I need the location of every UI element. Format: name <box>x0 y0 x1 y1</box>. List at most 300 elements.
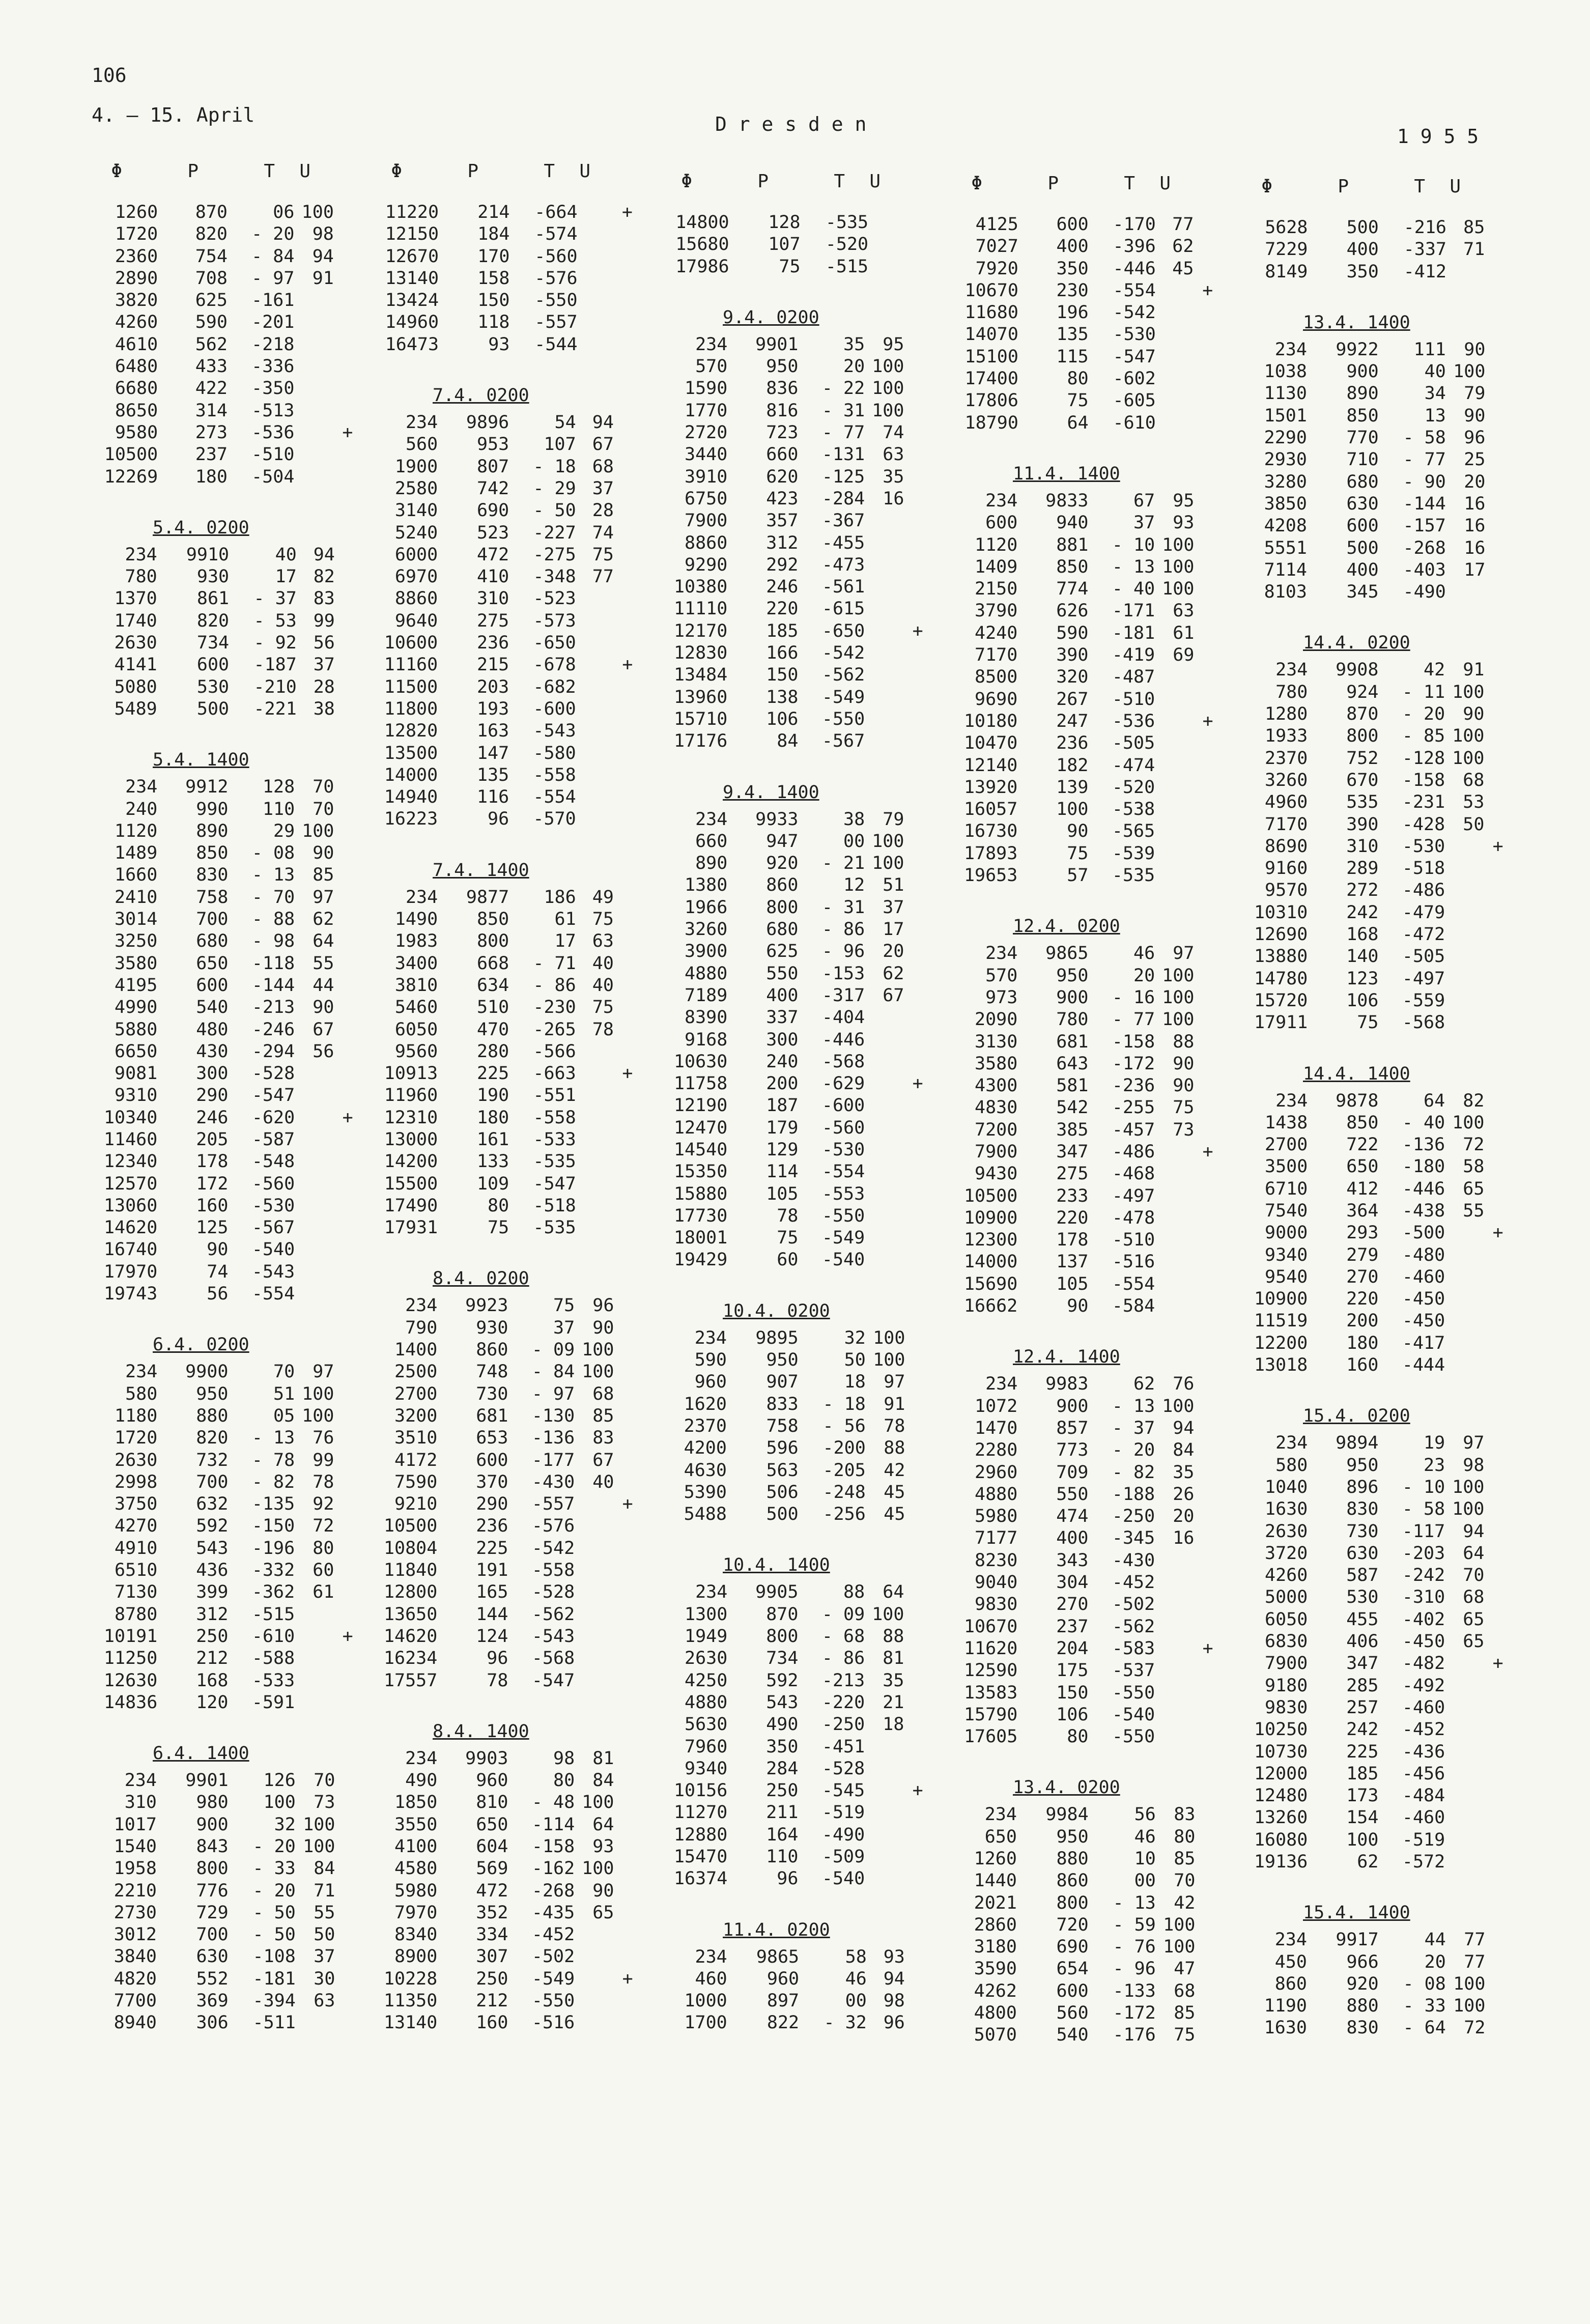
temperature-cell: -510 <box>251 444 295 465</box>
humidity-cell: 64 <box>1463 1543 1485 1564</box>
temperature-cell: -562 <box>1112 1616 1155 1637</box>
table-row <box>646 730 931 752</box>
pressure-cell: 569 <box>476 1858 508 1879</box>
pressure-cell: 80 <box>488 1195 509 1216</box>
humidity-cell: 97 <box>1173 943 1195 964</box>
humidity-cell <box>1155 820 1194 842</box>
marker-cell <box>613 223 641 245</box>
temperature-cell: - 90 <box>1403 471 1446 492</box>
marker-cell <box>1194 556 1222 578</box>
table-row <box>1227 405 1512 427</box>
geopotential-cell: 4830 <box>975 1097 1018 1118</box>
table-row <box>356 246 641 268</box>
pressure-cell: 139 <box>1056 777 1089 798</box>
geopotential-cell: 3200 <box>394 1405 438 1426</box>
temperature-cell: -457 <box>1112 1119 1155 1140</box>
marker-cell <box>1195 1870 1222 1892</box>
geopotential-cell: 10670 <box>963 1616 1018 1637</box>
station-name: D r e s d e n <box>715 113 867 135</box>
temperature-cell: -568 <box>1402 1012 1445 1033</box>
temperature-cell: -535 <box>825 212 869 233</box>
sounding-title: 6.4. 0200 <box>153 1335 249 1355</box>
sounding-block <box>936 910 1222 1317</box>
humidity-cell: 100 <box>1162 987 1195 1008</box>
marker-cell <box>904 1692 931 1714</box>
humidity-cell <box>865 664 904 686</box>
humidity-cell <box>865 1846 904 1868</box>
geopotential-cell: 17970 <box>103 1261 158 1282</box>
marker-cell <box>1484 1455 1512 1477</box>
humidity-cell <box>578 290 613 311</box>
temperature-cell: -144 <box>251 975 295 996</box>
geopotential-cell: 19136 <box>1254 1852 1308 1872</box>
marker-cell <box>1485 515 1512 537</box>
table-row <box>356 1339 641 1361</box>
table-row <box>936 1229 1222 1251</box>
table-row <box>356 1814 641 1836</box>
geopotential-cell: 8390 <box>685 1007 728 1028</box>
table-row <box>936 777 1222 799</box>
pressure-cell: 773 <box>1056 1440 1089 1461</box>
sounding-block <box>646 1295 931 1526</box>
table-row <box>76 1063 361 1085</box>
temperature-cell: - 84 <box>531 1362 575 1382</box>
geopotential-cell: 1489 <box>115 843 158 864</box>
marker-cell <box>1194 799 1222 820</box>
pressure-cell: 109 <box>476 1173 509 1194</box>
marker-cell <box>1195 1980 1222 2002</box>
table-row <box>356 1405 641 1427</box>
marker-cell <box>1484 880 1512 901</box>
pressure-cell: 166 <box>766 643 799 664</box>
table-row <box>356 1173 641 1195</box>
column-header-label: Φ <box>111 161 122 182</box>
humidity-cell: 37 <box>883 897 904 918</box>
temperature-cell: -118 <box>251 953 295 974</box>
humidity-cell: 94 <box>592 412 614 433</box>
geopotential-cell: 2370 <box>1265 748 1308 769</box>
pressure-cell: 164 <box>766 1824 799 1845</box>
humidity-cell <box>1446 261 1485 283</box>
temperature-cell: -284 <box>821 488 865 509</box>
humidity-cell: 81 <box>883 1648 904 1669</box>
humidity-cell: 85 <box>313 865 334 886</box>
table-row <box>936 1892 1222 1914</box>
table-row <box>356 522 641 544</box>
pressure-cell: 560 <box>1056 2003 1089 2024</box>
temperature-cell: - 18 <box>822 1394 866 1414</box>
marker-cell <box>905 1415 931 1437</box>
marker-cell <box>614 909 641 930</box>
geopotential-cell: 16057 <box>963 799 1018 820</box>
geopotential-cell: 14780 <box>1254 968 1308 989</box>
column-header-label: Φ <box>681 171 692 192</box>
table-row <box>76 202 361 223</box>
marker-cell <box>904 1670 931 1692</box>
pressure-cell: 632 <box>196 1494 229 1515</box>
pressure-cell: 180 <box>195 466 228 487</box>
temperature-cell: -446 <box>1402 1178 1445 1199</box>
humidity-cell: 99 <box>313 610 335 631</box>
humidity-cell <box>294 356 333 378</box>
sounding-block <box>936 1771 1222 2046</box>
humidity-cell <box>576 786 614 808</box>
geopotential-cell: 4800 <box>974 2003 1017 2024</box>
table-row <box>936 258 1222 280</box>
marker-cell <box>1484 1244 1512 1266</box>
pressure-cell: 165 <box>476 1582 508 1603</box>
pressure-cell: 400 <box>766 985 799 1006</box>
marker-cell: + <box>342 422 353 443</box>
humidity-cell: 90 <box>313 843 334 864</box>
geopotential-cell: 11620 <box>963 1638 1018 1659</box>
marker-cell <box>904 1802 931 1824</box>
table-row <box>356 1107 641 1129</box>
geopotential-cell: 13060 <box>103 1195 158 1216</box>
humidity-cell <box>1445 968 1484 990</box>
table-row <box>646 1051 931 1073</box>
table-row <box>356 1151 641 1173</box>
marker-cell <box>1485 427 1512 449</box>
table-row <box>76 566 361 588</box>
humidity-cell: 94 <box>1463 1521 1485 1542</box>
column-header-label: U <box>869 171 881 192</box>
table-row <box>76 1648 361 1669</box>
humidity-cell: 79 <box>883 809 904 830</box>
pressure-cell: 690 <box>476 500 509 521</box>
humidity-cell <box>865 1249 904 1271</box>
marker-cell <box>1485 383 1512 405</box>
marker-cell <box>1485 559 1512 581</box>
table-row <box>76 997 361 1018</box>
table-row <box>76 1361 361 1383</box>
geopotential-cell: 15680 <box>675 234 729 255</box>
pressure-cell: 850 <box>196 843 229 864</box>
geopotential-cell: 4300 <box>975 1075 1018 1096</box>
geopotential-cell: 9540 <box>1265 1266 1308 1287</box>
geopotential-cell: 15500 <box>384 1173 438 1194</box>
table-row <box>356 1792 641 1813</box>
geopotential-cell: 14200 <box>384 1151 438 1172</box>
humidity-cell: 84 <box>314 1858 335 1879</box>
geopotential-cell: 12670 <box>385 246 439 267</box>
table-row <box>356 1063 641 1085</box>
table-row <box>356 1946 641 1968</box>
table-row <box>356 743 641 764</box>
humidity-cell <box>1155 777 1194 799</box>
temperature-cell: -487 <box>1112 667 1155 688</box>
table-row <box>646 1581 931 1603</box>
marker-cell <box>1195 1804 1222 1826</box>
humidity-cell: 63 <box>1173 601 1195 621</box>
humidity-cell: 68 <box>1463 770 1485 790</box>
table-row <box>936 412 1222 434</box>
humidity-cell <box>1155 755 1194 777</box>
geopotential-cell: 4141 <box>114 655 157 675</box>
table-row <box>76 422 361 444</box>
humidity-cell: 38 <box>313 698 335 719</box>
temperature-cell: -246 <box>251 1019 295 1040</box>
column-header-label: T <box>834 171 845 192</box>
pressure-cell: 592 <box>196 1516 229 1537</box>
table-row <box>356 1427 641 1449</box>
sounding-table <box>76 1361 361 1714</box>
table-row <box>356 1041 641 1063</box>
geopotential-cell: 13424 <box>385 290 439 311</box>
table-row <box>1227 1333 1512 1354</box>
geopotential-cell: 13920 <box>963 777 1018 798</box>
marker-cell <box>904 1227 931 1249</box>
temperature-cell: 126 <box>263 1770 296 1791</box>
marker-cell <box>1484 1012 1512 1034</box>
temperature-cell: -275 <box>533 544 576 565</box>
humidity-cell: 100 <box>873 1350 905 1371</box>
column-header <box>76 161 361 202</box>
pressure-cell: 9905 <box>755 1582 799 1603</box>
humidity-cell <box>295 1670 334 1692</box>
table-row <box>76 953 361 975</box>
table-row <box>646 874 931 896</box>
humidity-cell: 35 <box>1173 1462 1195 1483</box>
table-row <box>936 1163 1222 1185</box>
table-row <box>646 212 931 234</box>
table-row <box>1227 902 1512 924</box>
table-row <box>1227 1741 1512 1763</box>
pressure-cell: 670 <box>1346 770 1379 790</box>
temperature-cell: -573 <box>533 610 576 631</box>
temperature-cell: -436 <box>1402 1741 1445 1762</box>
sounding-title: 14.4. 0200 <box>1303 633 1410 654</box>
pressure-cell: 474 <box>1056 1506 1089 1527</box>
humidity-cell: 45 <box>884 1504 905 1525</box>
humidity-cell <box>1156 390 1194 412</box>
geopotential-cell: 1260 <box>974 1849 1017 1869</box>
geopotential-cell: 17557 <box>383 1670 438 1691</box>
table-row <box>646 853 931 874</box>
marker-cell <box>614 478 641 500</box>
temperature-cell: -248 <box>822 1482 866 1503</box>
sounding-block <box>936 214 1222 434</box>
temperature-cell: -605 <box>1113 390 1156 411</box>
humidity-cell: 93 <box>1173 513 1195 533</box>
pressure-cell: 280 <box>476 1041 509 1062</box>
marker-cell <box>904 687 931 708</box>
table-row <box>76 466 361 488</box>
pressure-cell: 742 <box>476 478 509 499</box>
humidity-cell <box>1445 1266 1484 1288</box>
geopotential-cell: 5488 <box>684 1504 727 1525</box>
table-row <box>1227 1697 1512 1719</box>
geopotential-cell: 2890 <box>115 268 158 289</box>
pressure-cell: 422 <box>195 378 228 399</box>
geopotential-cell: 1720 <box>115 1428 158 1449</box>
temperature-cell: -428 <box>1402 814 1445 835</box>
humidity-cell: 62 <box>1172 236 1194 257</box>
geopotential-cell: 7900 <box>685 511 728 531</box>
temperature-cell: -549 <box>531 1968 575 1989</box>
table-row <box>646 532 931 554</box>
geopotential-cell: 5980 <box>394 1880 438 1901</box>
temperature-cell: -125 <box>821 466 865 487</box>
humidity-cell: 40 <box>592 975 614 996</box>
marker-cell <box>1194 1185 1222 1207</box>
temperature-cell: 20 <box>1133 965 1155 986</box>
table-row <box>936 1031 1222 1053</box>
geopotential-cell: 12150 <box>385 224 439 245</box>
humidity-cell: 100 <box>1452 1499 1485 1520</box>
marker-cell <box>614 1450 641 1471</box>
temperature-cell: -539 <box>1112 843 1155 864</box>
geopotential-cell: 10600 <box>384 633 438 654</box>
table-row <box>646 642 931 664</box>
table-row <box>646 1758 931 1780</box>
geopotential-cell: 9340 <box>1265 1244 1308 1265</box>
geopotential-cell: 13583 <box>963 1682 1018 1703</box>
marker-cell <box>1194 1572 1222 1594</box>
pressure-cell: 190 <box>476 1085 509 1106</box>
pressure-cell: 310 <box>1346 836 1379 857</box>
column-header-label: Φ <box>1261 176 1272 197</box>
geopotential-cell: 1966 <box>685 897 728 918</box>
marker-cell <box>1194 1418 1222 1439</box>
humidity-cell <box>295 1692 334 1714</box>
pressure-cell: 284 <box>766 1758 799 1779</box>
column-header <box>1227 176 1512 217</box>
pressure-cell: 800 <box>766 897 799 918</box>
marker-cell <box>1484 1266 1512 1288</box>
pressure-cell: 357 <box>766 511 799 531</box>
table-row <box>76 1770 361 1792</box>
table-row <box>646 1824 931 1846</box>
marker-cell <box>1484 791 1512 813</box>
temperature-cell: -509 <box>821 1847 865 1867</box>
table-row <box>1227 2017 1512 2039</box>
temperature-cell: -542 <box>1113 302 1156 323</box>
geopotential-cell: 2630 <box>114 633 157 654</box>
temperature-cell: -663 <box>533 1063 576 1084</box>
table-row <box>646 1249 931 1271</box>
temperature-cell: - 11 <box>1402 682 1445 702</box>
temperature-cell: -438 <box>1402 1200 1445 1221</box>
geopotential-cell: 3140 <box>394 500 438 521</box>
pressure-cell: 550 <box>766 963 799 984</box>
table-row <box>76 356 361 378</box>
table-row <box>646 1161 931 1183</box>
temperature-cell: -350 <box>251 378 295 399</box>
humidity-cell <box>865 1007 904 1029</box>
marker-cell <box>1484 1785 1512 1807</box>
geopotential-cell: 13484 <box>673 665 728 686</box>
table-row <box>1227 1521 1512 1543</box>
table-row <box>1227 968 1512 990</box>
pressure-cell: 120 <box>196 1692 229 1713</box>
temperature-cell: - 85 <box>1402 726 1445 747</box>
marker-cell <box>1194 600 1222 622</box>
temperature-cell: - 20 <box>1112 1440 1155 1461</box>
geopotential-cell: 17605 <box>963 1726 1018 1747</box>
temperature-cell: - 37 <box>1112 1418 1155 1438</box>
marker-cell: + <box>912 620 923 641</box>
temperature-cell: -530 <box>1113 324 1156 345</box>
humidity-cell <box>865 1073 904 1095</box>
table-row <box>356 764 641 786</box>
pressure-cell: 890 <box>196 820 229 841</box>
temperature-cell: -218 <box>251 334 295 355</box>
marker-cell <box>1484 1763 1512 1785</box>
geopotential-cell: 234 <box>985 490 1018 511</box>
temperature-cell: -490 <box>1403 582 1446 603</box>
geopotential-cell: 8650 <box>115 400 158 421</box>
geopotential-cell: 4270 <box>115 1516 158 1537</box>
table-row <box>1227 427 1512 449</box>
sounding-table <box>646 334 931 753</box>
marker-cell <box>1194 1009 1222 1031</box>
geopotential-cell: 16740 <box>103 1239 158 1260</box>
sounding-table <box>646 809 931 1271</box>
temperature-cell: -446 <box>821 1029 865 1050</box>
humidity-cell <box>1155 711 1194 732</box>
humidity-cell <box>294 334 333 356</box>
table-row <box>646 1415 931 1437</box>
humidity-cell <box>576 1063 614 1085</box>
geopotential-cell: 6050 <box>394 1019 438 1040</box>
marker-cell <box>904 1604 931 1626</box>
marker-cell <box>1194 1251 1222 1273</box>
humidity-cell: 70 <box>313 777 334 798</box>
geopotential-cell: 15720 <box>1254 990 1308 1011</box>
geopotential-cell: 1120 <box>975 534 1018 555</box>
temperature-cell: 00 <box>1134 1870 1156 1891</box>
table-row <box>76 930 361 952</box>
geopotential-cell: 860 <box>1274 1973 1307 1994</box>
humidity-cell: 90 <box>1173 1053 1195 1074</box>
marker-cell: + <box>621 202 633 222</box>
pressure-cell: 472 <box>476 544 509 565</box>
temperature-cell: -520 <box>825 234 869 255</box>
pressure-cell: 304 <box>1056 1572 1089 1593</box>
table-row <box>1227 1112 1512 1134</box>
temperature-cell: -479 <box>1402 902 1445 923</box>
pressure-cell: 653 <box>476 1428 508 1449</box>
table-row <box>936 1616 1222 1638</box>
humidity-cell: 81 <box>592 1748 614 1769</box>
marker-cell <box>1484 902 1512 924</box>
pressure-cell: 9917 <box>1336 1930 1379 1950</box>
pressure-cell: 433 <box>195 356 228 377</box>
humidity-cell <box>1155 1207 1194 1229</box>
geopotential-cell: 4250 <box>685 1670 728 1691</box>
temperature-cell: - 50 <box>252 1902 296 1923</box>
table-row <box>1227 1012 1512 1034</box>
temperature-cell: -510 <box>1112 1230 1155 1251</box>
table-row <box>936 1141 1222 1163</box>
table-row <box>936 1418 1222 1439</box>
humidity-cell <box>1155 1726 1194 1748</box>
humidity-cell: 100 <box>582 1362 614 1382</box>
humidity-cell <box>575 1538 614 1560</box>
geopotential-cell: 7189 <box>685 985 728 1006</box>
marker-cell <box>614 566 641 588</box>
marker-cell <box>904 985 931 1007</box>
table-row <box>646 1626 931 1648</box>
table-row <box>646 1095 931 1117</box>
geopotential-cell: 11960 <box>384 1085 438 1106</box>
geopotential-cell: 8103 <box>1264 582 1307 603</box>
table-row <box>1227 1586 1512 1608</box>
sounding-title: 11.4. 1400 <box>1013 463 1120 484</box>
sounding-title: 14.4. 1400 <box>1303 1063 1410 1084</box>
temperature-cell: -403 <box>1403 559 1446 580</box>
